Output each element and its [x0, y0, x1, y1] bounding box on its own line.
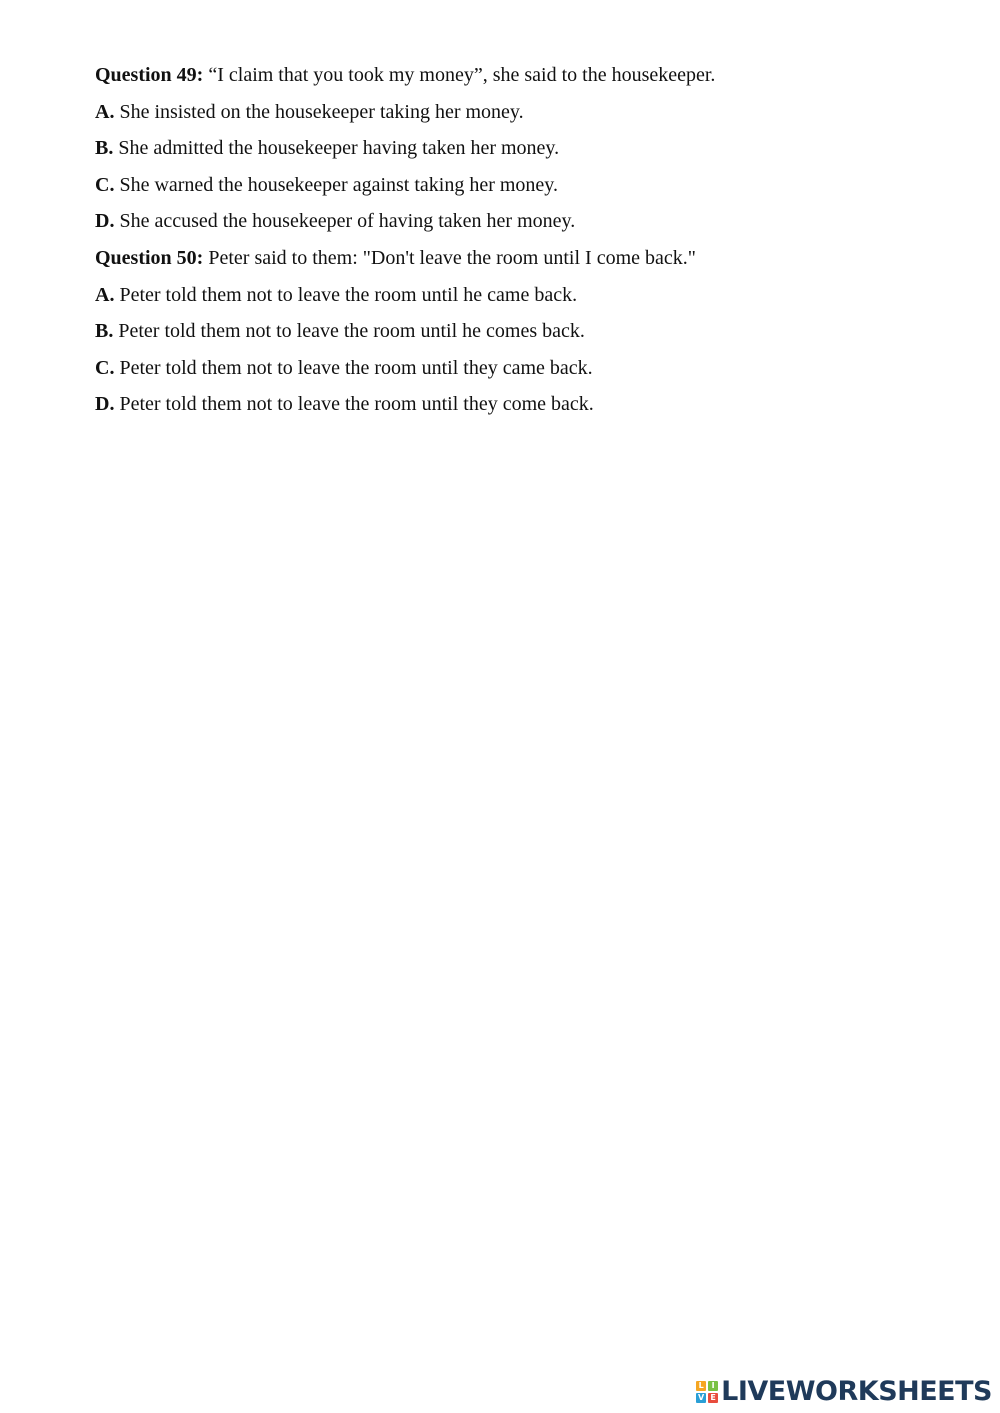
logo-tile: E: [708, 1393, 718, 1403]
option-text: She warned the housekeeper against taking her money.: [114, 173, 559, 196]
question-49-option-a: [95, 94, 955, 131]
option-text: Peter told them not to leave the room until he comes back.: [113, 320, 585, 343]
option-text: Peter told them not to leave the room until they come back.: [114, 393, 594, 416]
worksheet-content: [95, 57, 955, 423]
logo-tile: L: [696, 1381, 706, 1391]
option-label: A.: [95, 100, 115, 123]
logo-tile: V: [698, 1392, 705, 1402]
option-text: She accused the housekeeper of having taken her money.: [114, 210, 576, 233]
option-label: D.: [95, 210, 115, 233]
liveworksheets-logo-icon: [696, 1381, 718, 1403]
logo-tile: I: [708, 1381, 718, 1391]
question-49-text: “I claim that you took my money”, she said to the housekeeper.: [203, 64, 716, 86]
question-49-option-c: [95, 167, 955, 204]
question-50-text: Peter said to them: "Don't leave the room until I come back.": [203, 246, 696, 269]
question-49-option-b: [95, 130, 955, 167]
option-label: B.: [95, 137, 114, 160]
question-49-option-d: [95, 203, 955, 240]
watermark-text: LIVEWORKSHEETS: [721, 1376, 992, 1407]
option-label: C.: [95, 356, 115, 379]
question-50-option-b: [95, 313, 955, 350]
question-49: [95, 57, 955, 94]
option-label: D.: [95, 393, 115, 416]
option-text: She admitted the housekeeper having taken her money.: [113, 137, 560, 160]
liveworksheets-watermark: [696, 1376, 992, 1407]
question-50-label: Question 50:: [95, 246, 204, 269]
option-label: A.: [95, 283, 115, 306]
question-50-option-c: [95, 350, 955, 387]
option-text: Peter told them not to leave the room until they came back.: [114, 356, 593, 379]
option-text: She insisted on the housekeeper taking her money.: [114, 100, 524, 123]
question-50-option-d: [95, 386, 955, 423]
question-50-option-a: [95, 277, 955, 314]
question-49-label: Question 49:: [95, 64, 204, 86]
option-text: Peter told them not to leave the room until he came back.: [114, 283, 578, 306]
option-label: B.: [95, 320, 114, 343]
question-50: [95, 240, 955, 277]
option-label: C.: [95, 173, 115, 196]
